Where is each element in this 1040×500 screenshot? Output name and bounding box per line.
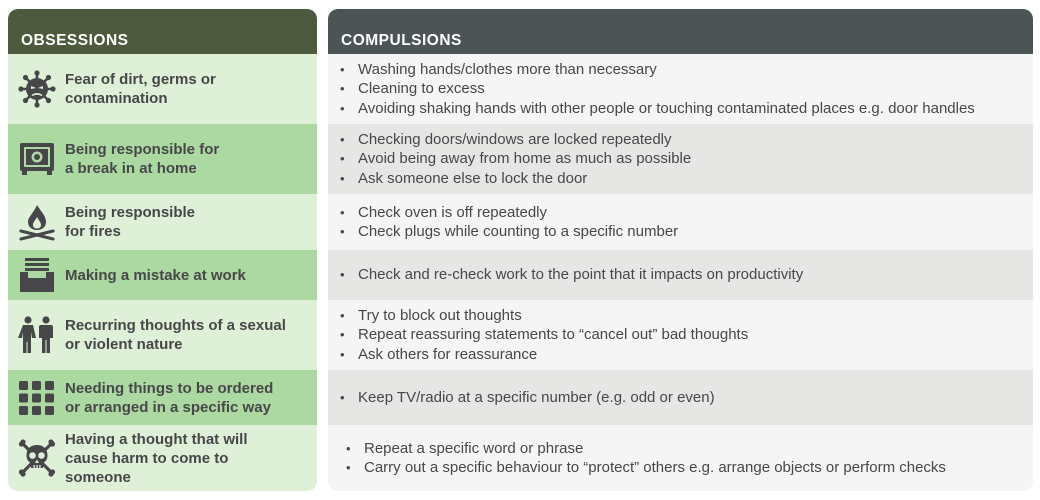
compulsion-item: • Avoid being away from home as much as possible (340, 149, 1033, 169)
grid-icon (8, 370, 65, 425)
obsession-row-break-in (8, 124, 317, 194)
compulsion-item: • Keep TV/radio at a specific number (e.g. odd or even) (340, 388, 1033, 408)
obsession-text: Recurring thoughts of a sexual or violent nature (65, 317, 286, 353)
compulsion-list (340, 306, 1033, 365)
obsession-text: Being responsible for fires (65, 204, 196, 240)
obsessions-header: OBSESSIONS (8, 9, 317, 54)
compulsion-item: • Check and re-check work to the point that it impacts on productivity (340, 265, 1033, 285)
paper-tray-icon (8, 250, 65, 300)
obsession-text: Making a mistake at work (65, 266, 246, 284)
skull-crossbones-icon (8, 425, 65, 491)
compulsion-item: • Try to block out thoughts (340, 306, 1033, 326)
compulsion-list (340, 388, 1033, 408)
compulsion-list (340, 265, 1033, 285)
obsession-row-fires (8, 194, 317, 250)
obsession-text: Being responsible for a break in at home (65, 141, 220, 177)
compulsion-item: • Carry out a specific behaviour to “protect” others e.g. arrange objects or perform checks (346, 458, 1033, 478)
compulsion-item: • Repeat a specific word or phrase (346, 439, 1033, 459)
obsession-text: Needing things to be ordered or arranged in a specific way (65, 379, 274, 416)
compulsion-list (346, 439, 1033, 478)
compulsion-item: • Cleaning to excess (340, 79, 1033, 99)
compulsion-row-harm (328, 425, 1033, 491)
compulsion-item: • Ask someone else to lock the door (340, 169, 1033, 189)
compulsion-row-contamination (328, 54, 1033, 124)
compulsion-item: • Washing hands/clothes more than necessary (340, 60, 1033, 80)
germ-icon (8, 54, 65, 124)
compulsion-item: • Check oven is off repeatedly (340, 203, 1033, 223)
obsession-row-mistake (8, 250, 317, 300)
obsession-row-contamination (8, 54, 317, 124)
people-icon (8, 300, 65, 370)
compulsion-list (340, 60, 1033, 119)
obsessions-panel (8, 9, 317, 491)
obsession-text: Fear of dirt, germs or contamination (65, 71, 216, 107)
compulsion-row-ordering (328, 370, 1033, 425)
compulsion-row-mistake (328, 250, 1033, 300)
compulsion-list (340, 130, 1033, 189)
compulsion-item: • Ask others for reassurance (340, 345, 1033, 365)
compulsion-row-intrusive (328, 300, 1033, 370)
compulsions-header: COMPULSIONS (328, 9, 1033, 54)
compulsion-row-fires (328, 194, 1033, 250)
obsession-row-ordering (8, 370, 317, 425)
safe-icon (8, 124, 65, 194)
compulsion-item: • Avoiding shaking hands with other people or touching contaminated places e.g. door handles (340, 99, 1033, 119)
obsession-row-harm (8, 425, 317, 491)
campfire-icon (8, 194, 65, 250)
compulsions-panel (328, 9, 1033, 491)
compulsion-item: • Checking doors/windows are locked repeatedly (340, 130, 1033, 150)
obsession-text: Having a thought that will cause harm to come to someone (65, 430, 248, 486)
compulsion-row-break-in (328, 124, 1033, 194)
compulsion-item: • Check plugs while counting to a specific number (340, 222, 1033, 242)
compulsion-item: • Repeat reassuring statements to “cancel out” bad thoughts (340, 325, 1033, 345)
compulsion-list (340, 203, 1033, 242)
obsession-row-intrusive (8, 300, 317, 370)
